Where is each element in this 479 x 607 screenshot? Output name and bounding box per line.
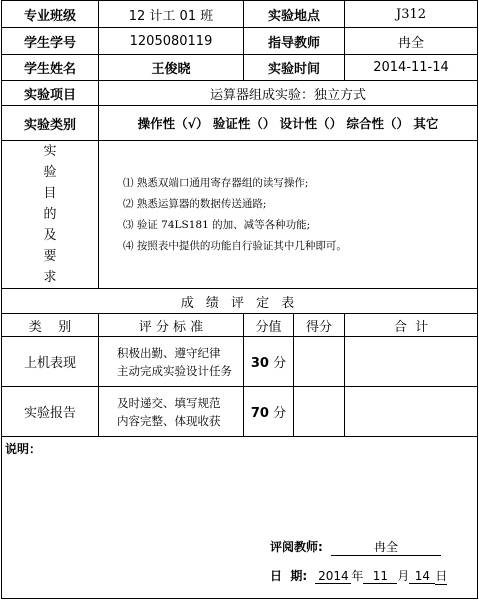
row-project: [2, 81, 478, 106]
report-table: [1, 0, 478, 599]
lab-location-label: 实验地点: [244, 1, 345, 28]
criteria-line: 积极出勤、遵守纪律: [117, 345, 221, 360]
category-label: 实验类别: [2, 106, 99, 141]
date-month: 11: [363, 569, 397, 584]
header-earned: 得分: [294, 314, 345, 337]
objective-item: ⑵ 熟悉运算器的数据传送通路;: [123, 197, 267, 210]
student-name-label: 学生姓名: [2, 55, 99, 81]
header-criteria: 评 分 标 准: [99, 314, 244, 337]
date-day: 14: [409, 569, 435, 584]
grading-row: [2, 337, 478, 387]
date-year-unit: 年: [351, 569, 364, 583]
header-score: 分值: [244, 314, 294, 337]
notes-label: 说明：: [5, 442, 42, 456]
criteria-line: 内容完整、体现收获: [117, 413, 221, 428]
lab-location-value: J312: [345, 1, 478, 28]
objectives-label-char: 求: [43, 270, 57, 285]
row-category: [2, 106, 478, 141]
grading-row-criteria: [99, 387, 244, 437]
lab-time-value: 2014-11-14: [345, 55, 478, 81]
date-year: 2014: [315, 569, 351, 584]
student-name-value: 王俊晓: [99, 55, 244, 81]
objectives-list: [99, 141, 478, 289]
score-unit: 分: [273, 356, 287, 371]
date-day-unit: 日: [435, 569, 448, 583]
row-grading-title: [2, 289, 478, 314]
grading-row-score: [244, 387, 294, 437]
grading-row: [2, 387, 478, 437]
header-category: 类 别: [2, 314, 99, 337]
reviewer-label: 评阅教师:: [270, 540, 323, 554]
objectives-label-char: 目: [43, 186, 57, 201]
row-major-class: [2, 1, 478, 28]
grading-row-category: 实验报告: [2, 387, 99, 437]
row-notes: [2, 437, 478, 599]
row-student-name: [2, 55, 478, 81]
student-id-value: 1205080119: [99, 28, 244, 55]
major-class-value: 12 计工 01 班: [99, 1, 244, 28]
header-total: 合 计: [345, 314, 478, 337]
score-value: 70: [250, 406, 269, 421]
grading-row-total: [345, 337, 478, 387]
date-line: [270, 567, 447, 585]
objective-item: ⑶ 验证 74LS181 的加、减等各种功能;: [123, 218, 311, 231]
major-class-label: 专业班级: [2, 1, 99, 28]
grading-row-score: [244, 337, 294, 387]
criteria-line: 及时递交、填写规范: [117, 395, 221, 410]
objectives-label-char: 实: [43, 144, 57, 159]
row-objectives: [2, 141, 478, 289]
lab-time-label: 实验时间: [244, 55, 345, 81]
objective-item: ⑷ 按照表中提供的功能自行验证其中几种即可。: [123, 239, 347, 252]
objectives-label-char: 验: [43, 165, 57, 180]
project-value: 运算器组成实验：独立方式: [99, 81, 478, 106]
category-value: 操作性（√） 验证性（） 设计性（） 综合性（） 其它: [99, 106, 478, 141]
advisor-label: 指导教师: [244, 28, 345, 55]
grading-row-category: 上机表现: [2, 337, 99, 387]
objectives-label: [2, 141, 99, 289]
reviewer-value: 冉全: [331, 538, 441, 556]
objectives-label-char: 要: [43, 249, 57, 264]
advisor-value: 冉全: [345, 28, 478, 55]
date-month-unit: 月: [397, 569, 410, 583]
grading-row-criteria: [99, 337, 244, 387]
objectives-label-char: 及: [43, 228, 57, 243]
date-label: 日 期:: [270, 569, 308, 583]
notes-area: [2, 437, 478, 599]
grading-row-earned: [294, 337, 345, 387]
objective-item: ⑴ 熟悉双端口通用寄存器组的读写操作;: [123, 176, 309, 189]
criteria-line: 主动完成实验设计任务: [117, 363, 232, 378]
grading-row-earned: [294, 387, 345, 437]
row-student-id: [2, 28, 478, 55]
grading-row-total: [345, 387, 478, 437]
row-grading-headers: [2, 314, 478, 337]
objectives-label-char: 的: [43, 207, 57, 222]
score-unit: 分: [273, 406, 287, 421]
student-id-label: 学生学号: [2, 28, 99, 55]
grading-title: 成 绩 评 定 表: [2, 289, 478, 314]
project-label: 实验项目: [2, 81, 99, 106]
score-value: 30: [250, 356, 269, 371]
reviewer-line: [270, 538, 441, 556]
